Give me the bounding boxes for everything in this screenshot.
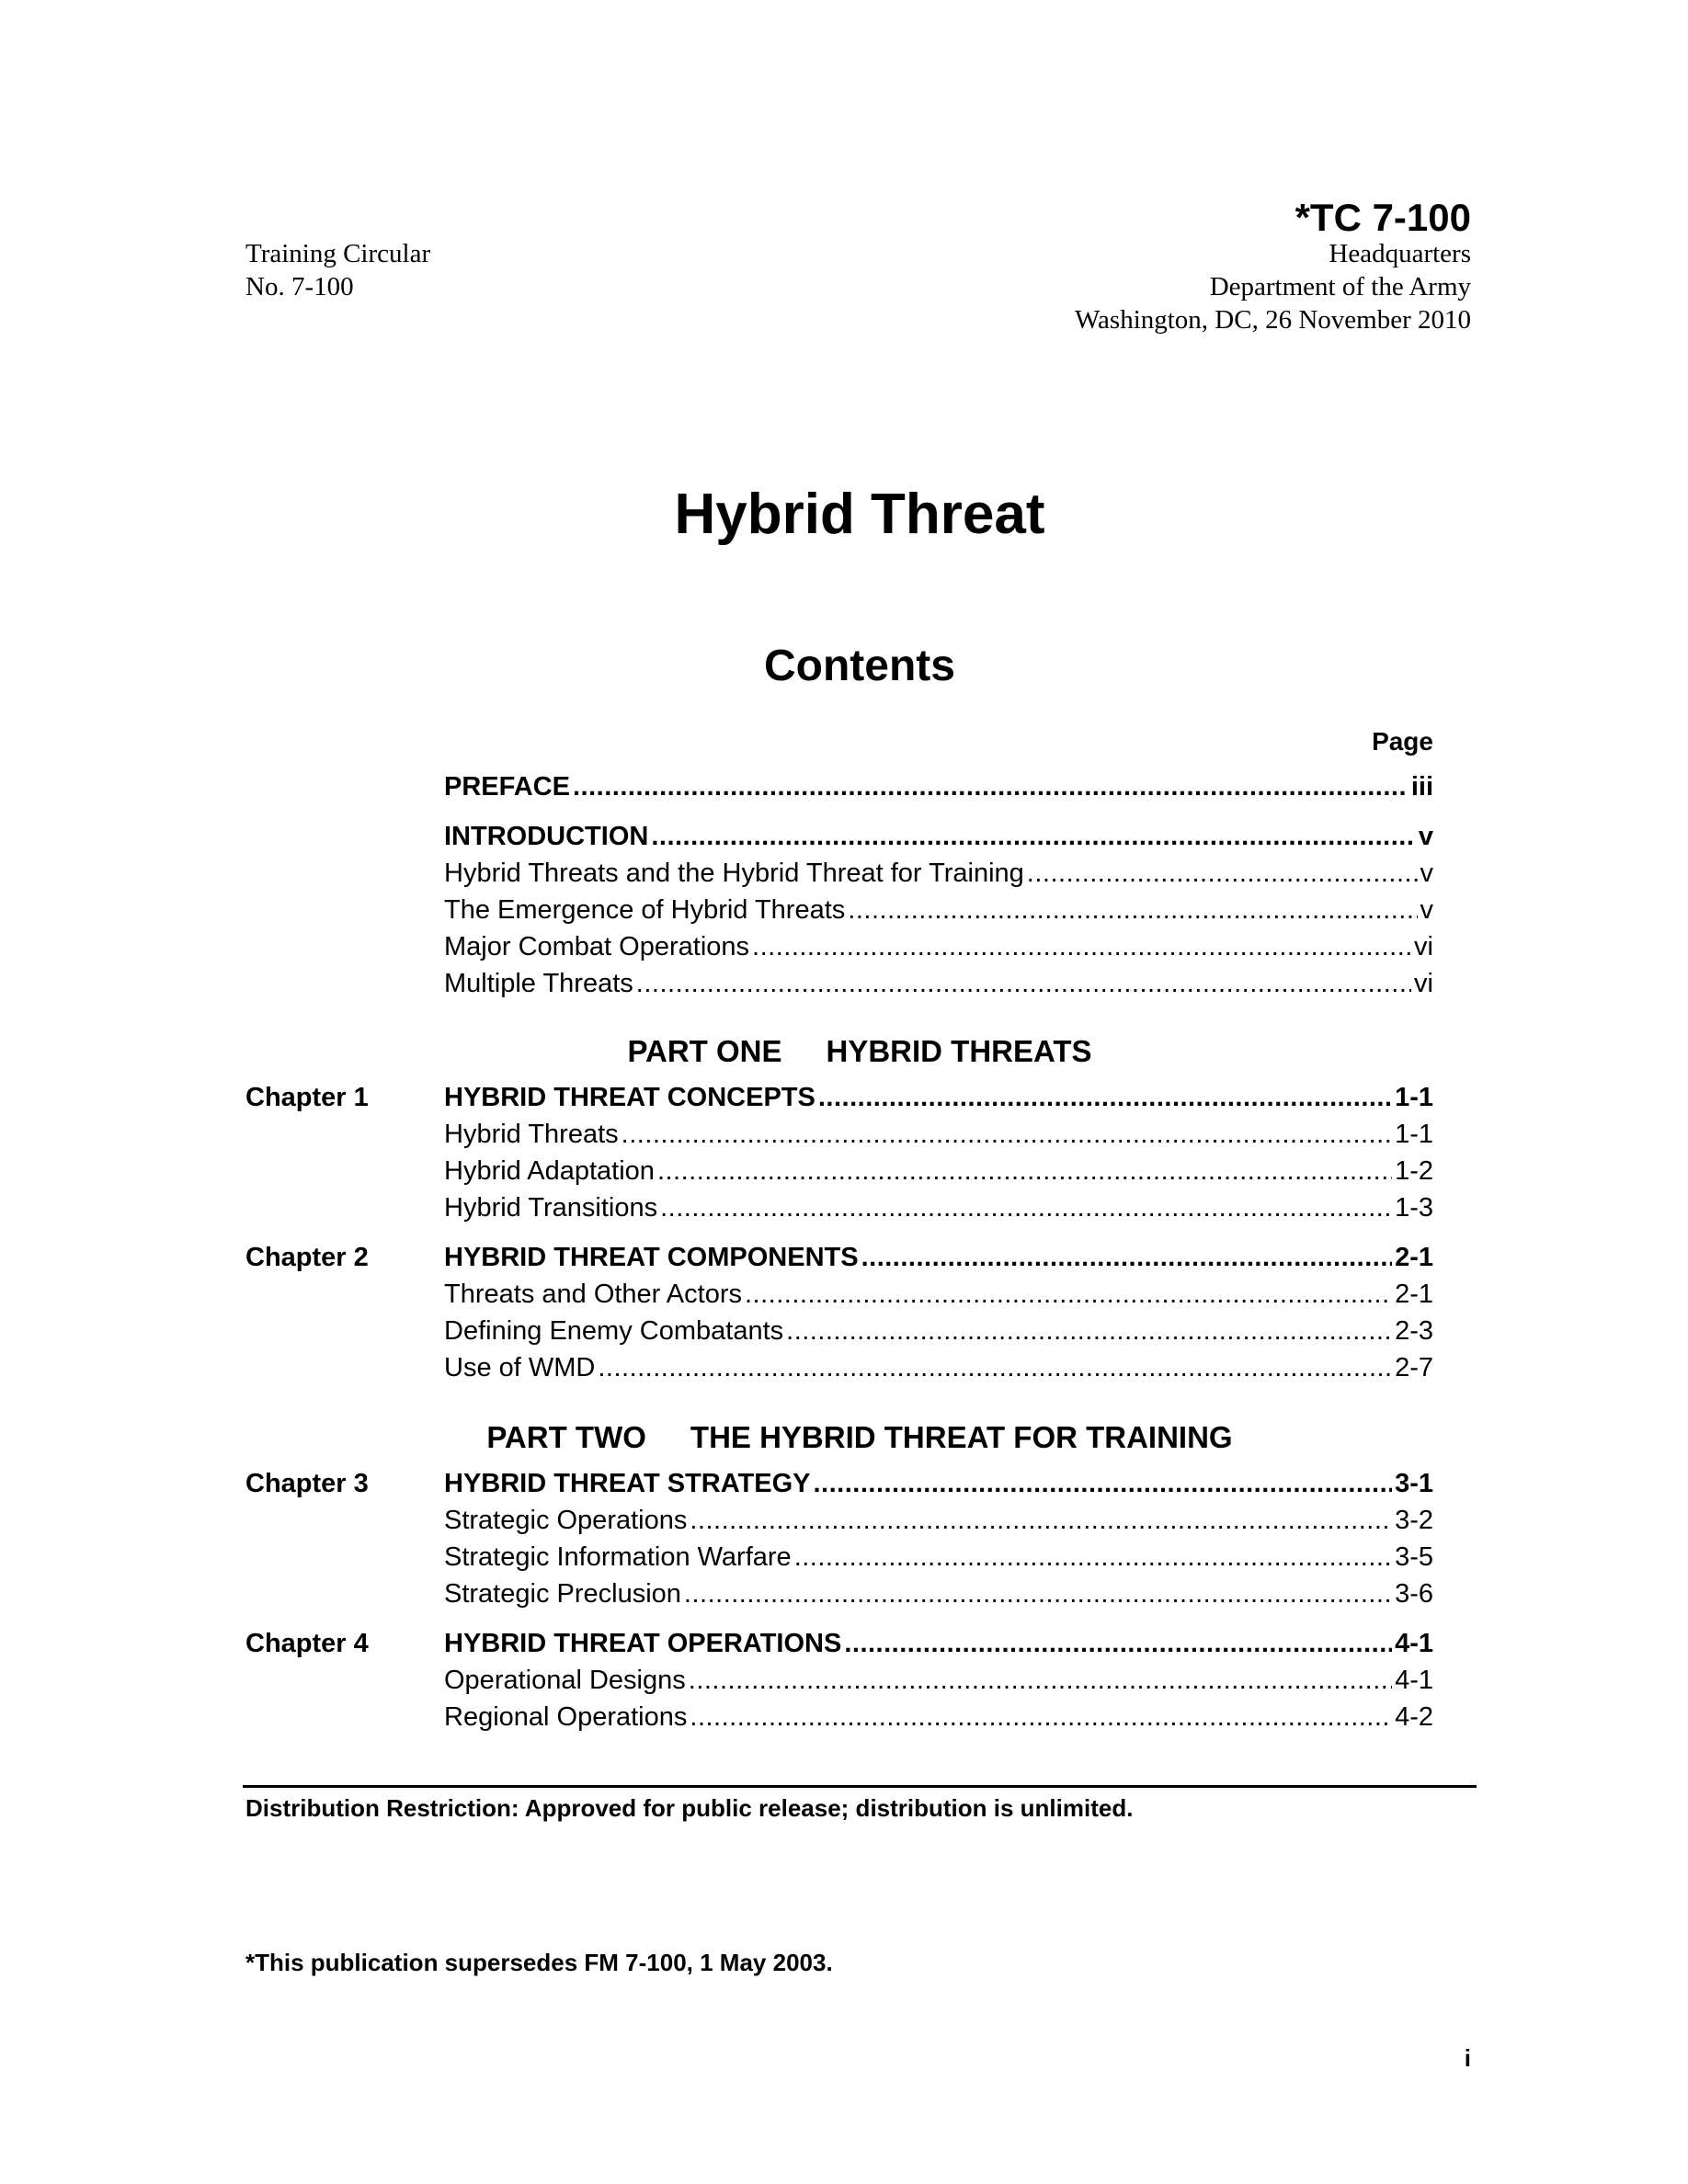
toc-page-number: vi xyxy=(1414,969,1433,998)
contents-heading: Contents xyxy=(764,642,955,690)
toc-subentry[interactable] xyxy=(444,1314,1433,1348)
toc-page-number: v xyxy=(1418,822,1433,851)
chapter-2-label: Chapter 2 xyxy=(245,1243,369,1272)
toc-page-number: v xyxy=(1420,895,1433,925)
publication-type-line: Training Circular xyxy=(245,239,431,268)
toc-leader-dots xyxy=(689,1664,1392,1697)
toc-leader-dots xyxy=(813,1467,1392,1500)
toc-page-number: 1-1 xyxy=(1395,1083,1433,1112)
toc-subentry[interactable] xyxy=(444,1191,1433,1224)
toc-subentry[interactable] xyxy=(444,1278,1433,1311)
toc-leader-dots xyxy=(651,820,1416,853)
toc-page-number: vi xyxy=(1414,932,1433,961)
publication-number-line: No. 7-100 xyxy=(245,272,354,301)
authority-line-2: Department of the Army xyxy=(1209,272,1471,301)
toc-label: Major Combat Operations xyxy=(444,932,750,961)
toc-label: HYBRID THREAT STRATEGY xyxy=(444,1469,811,1498)
toc-subentry[interactable] xyxy=(444,967,1433,1000)
toc-subentry[interactable] xyxy=(444,1664,1433,1697)
toc-subentry[interactable] xyxy=(444,1155,1433,1188)
toc-subentry[interactable] xyxy=(444,1118,1433,1151)
toc-leader-dots xyxy=(690,1701,1392,1734)
toc-leader-dots xyxy=(745,1278,1392,1311)
table-of-contents xyxy=(444,0,1433,2184)
toc-leader-dots xyxy=(818,1081,1392,1114)
toc-entry-introduction[interactable] xyxy=(444,820,1433,853)
toc-page-number: v xyxy=(1420,859,1433,888)
toc-leader-dots xyxy=(684,1577,1392,1610)
toc-page-number: 3-1 xyxy=(1395,1469,1433,1498)
toc-page-number: 2-1 xyxy=(1395,1280,1433,1309)
toc-label: Operational Designs xyxy=(444,1666,686,1695)
authority-line-1: Headquarters xyxy=(1329,239,1471,268)
toc-leader-dots xyxy=(657,1155,1392,1188)
toc-page-number: 4-1 xyxy=(1395,1629,1433,1658)
toc-page-number: 4-1 xyxy=(1395,1666,1433,1695)
chapter-1-label: Chapter 1 xyxy=(245,1083,369,1112)
toc-entry-chapter-3[interactable] xyxy=(444,1467,1433,1500)
toc-label: Hybrid Transitions xyxy=(444,1193,658,1223)
toc-subentry[interactable] xyxy=(444,893,1433,927)
toc-label: Threats and Other Actors xyxy=(444,1280,742,1309)
toc-entry-chapter-4[interactable] xyxy=(444,1627,1433,1660)
document-number: *TC 7-100 xyxy=(1295,196,1471,239)
toc-page-number: 2-7 xyxy=(1395,1353,1433,1382)
publication-type xyxy=(245,237,430,303)
toc-subentry[interactable] xyxy=(444,857,1433,890)
toc-subentry[interactable] xyxy=(444,1577,1433,1610)
toc-page-number: 1-2 xyxy=(1395,1156,1433,1186)
toc-label: Regional Operations xyxy=(444,1702,688,1732)
toc-page-number: 1-1 xyxy=(1395,1120,1433,1149)
toc-subentry[interactable] xyxy=(444,930,1433,963)
toc-label: Strategic Preclusion xyxy=(444,1579,681,1609)
supersedes-notice: *This publication supersedes FM 7-100, 1 May 2003. xyxy=(245,1949,833,1976)
toc-page-number: iii xyxy=(1410,772,1433,802)
chapter-3-label: Chapter 3 xyxy=(245,1469,369,1498)
toc-subentry[interactable] xyxy=(444,1701,1433,1734)
toc-label: Hybrid Adaptation xyxy=(444,1156,655,1186)
document-title: Hybrid Threat xyxy=(674,483,1045,546)
toc-label: HYBRID THREAT OPERATIONS xyxy=(444,1629,842,1658)
toc-page-number: 2-3 xyxy=(1395,1316,1433,1346)
toc-leader-dots xyxy=(752,930,1411,963)
toc-leader-dots xyxy=(690,1504,1392,1537)
toc-leader-dots xyxy=(861,1241,1393,1274)
toc-leader-dots xyxy=(636,967,1411,1000)
toc-subentry[interactable] xyxy=(444,1504,1433,1537)
chapter-4-label: Chapter 4 xyxy=(245,1629,369,1658)
toc-label: Hybrid Threats and the Hybrid Threat for Training xyxy=(444,859,1024,888)
toc-leader-dots xyxy=(622,1118,1392,1151)
part-two-heading xyxy=(0,1419,1688,1456)
toc-entry-chapter-1[interactable] xyxy=(444,1081,1433,1114)
distribution-restriction: Distribution Restriction: Approved for public release; distribution is unlimited. xyxy=(245,1794,1134,1822)
toc-label: HYBRID THREAT COMPONENTS xyxy=(444,1243,859,1272)
part-number: PART ONE xyxy=(627,1034,782,1068)
toc-leader-dots xyxy=(844,1627,1392,1660)
part-title: THE HYBRID THREAT FOR TRAINING xyxy=(690,1420,1233,1454)
toc-page-number: 2-1 xyxy=(1395,1243,1433,1272)
toc-page-number: 1-3 xyxy=(1395,1193,1433,1223)
part-title: HYBRID THREATS xyxy=(826,1034,1092,1068)
toc-label: INTRODUCTION xyxy=(444,822,649,851)
toc-label: Strategic Information Warfare xyxy=(444,1542,792,1572)
toc-leader-dots xyxy=(660,1191,1392,1224)
toc-leader-dots xyxy=(794,1541,1392,1574)
toc-entry-chapter-2[interactable] xyxy=(444,1241,1433,1274)
toc-leader-dots xyxy=(848,893,1417,927)
footer-rule xyxy=(243,1785,1477,1788)
toc-label: The Emergence of Hybrid Threats xyxy=(444,895,846,925)
toc-subentry[interactable] xyxy=(444,1541,1433,1574)
toc-entry-preface[interactable] xyxy=(444,770,1433,803)
toc-page-number: 4-2 xyxy=(1395,1702,1433,1732)
toc-leader-dots xyxy=(786,1314,1392,1348)
toc-leader-dots xyxy=(1027,857,1418,890)
toc-page-number: 3-6 xyxy=(1395,1579,1433,1609)
toc-leader-dots xyxy=(598,1351,1392,1384)
authority-date-line: Washington, DC, 26 November 2010 xyxy=(1074,305,1471,335)
toc-label: Multiple Threats xyxy=(444,969,633,998)
toc-page-number: 3-2 xyxy=(1395,1506,1433,1535)
toc-label: Defining Enemy Combatants xyxy=(444,1316,784,1346)
toc-label: HYBRID THREAT CONCEPTS xyxy=(444,1083,815,1112)
toc-subentry[interactable] xyxy=(444,1351,1433,1384)
page-folio: i xyxy=(1464,2044,1471,2072)
toc-label: Hybrid Threats xyxy=(444,1120,619,1149)
toc-page-number: 3-5 xyxy=(1395,1542,1433,1572)
toc-label: PREFACE xyxy=(444,772,570,802)
part-number: PART TWO xyxy=(486,1420,646,1454)
toc-label: Strategic Operations xyxy=(444,1506,688,1535)
page-column-label: Page xyxy=(1372,727,1433,756)
toc-label: Use of WMD xyxy=(444,1353,596,1382)
part-one-heading xyxy=(0,1033,1688,1070)
toc-leader-dots xyxy=(573,770,1409,803)
